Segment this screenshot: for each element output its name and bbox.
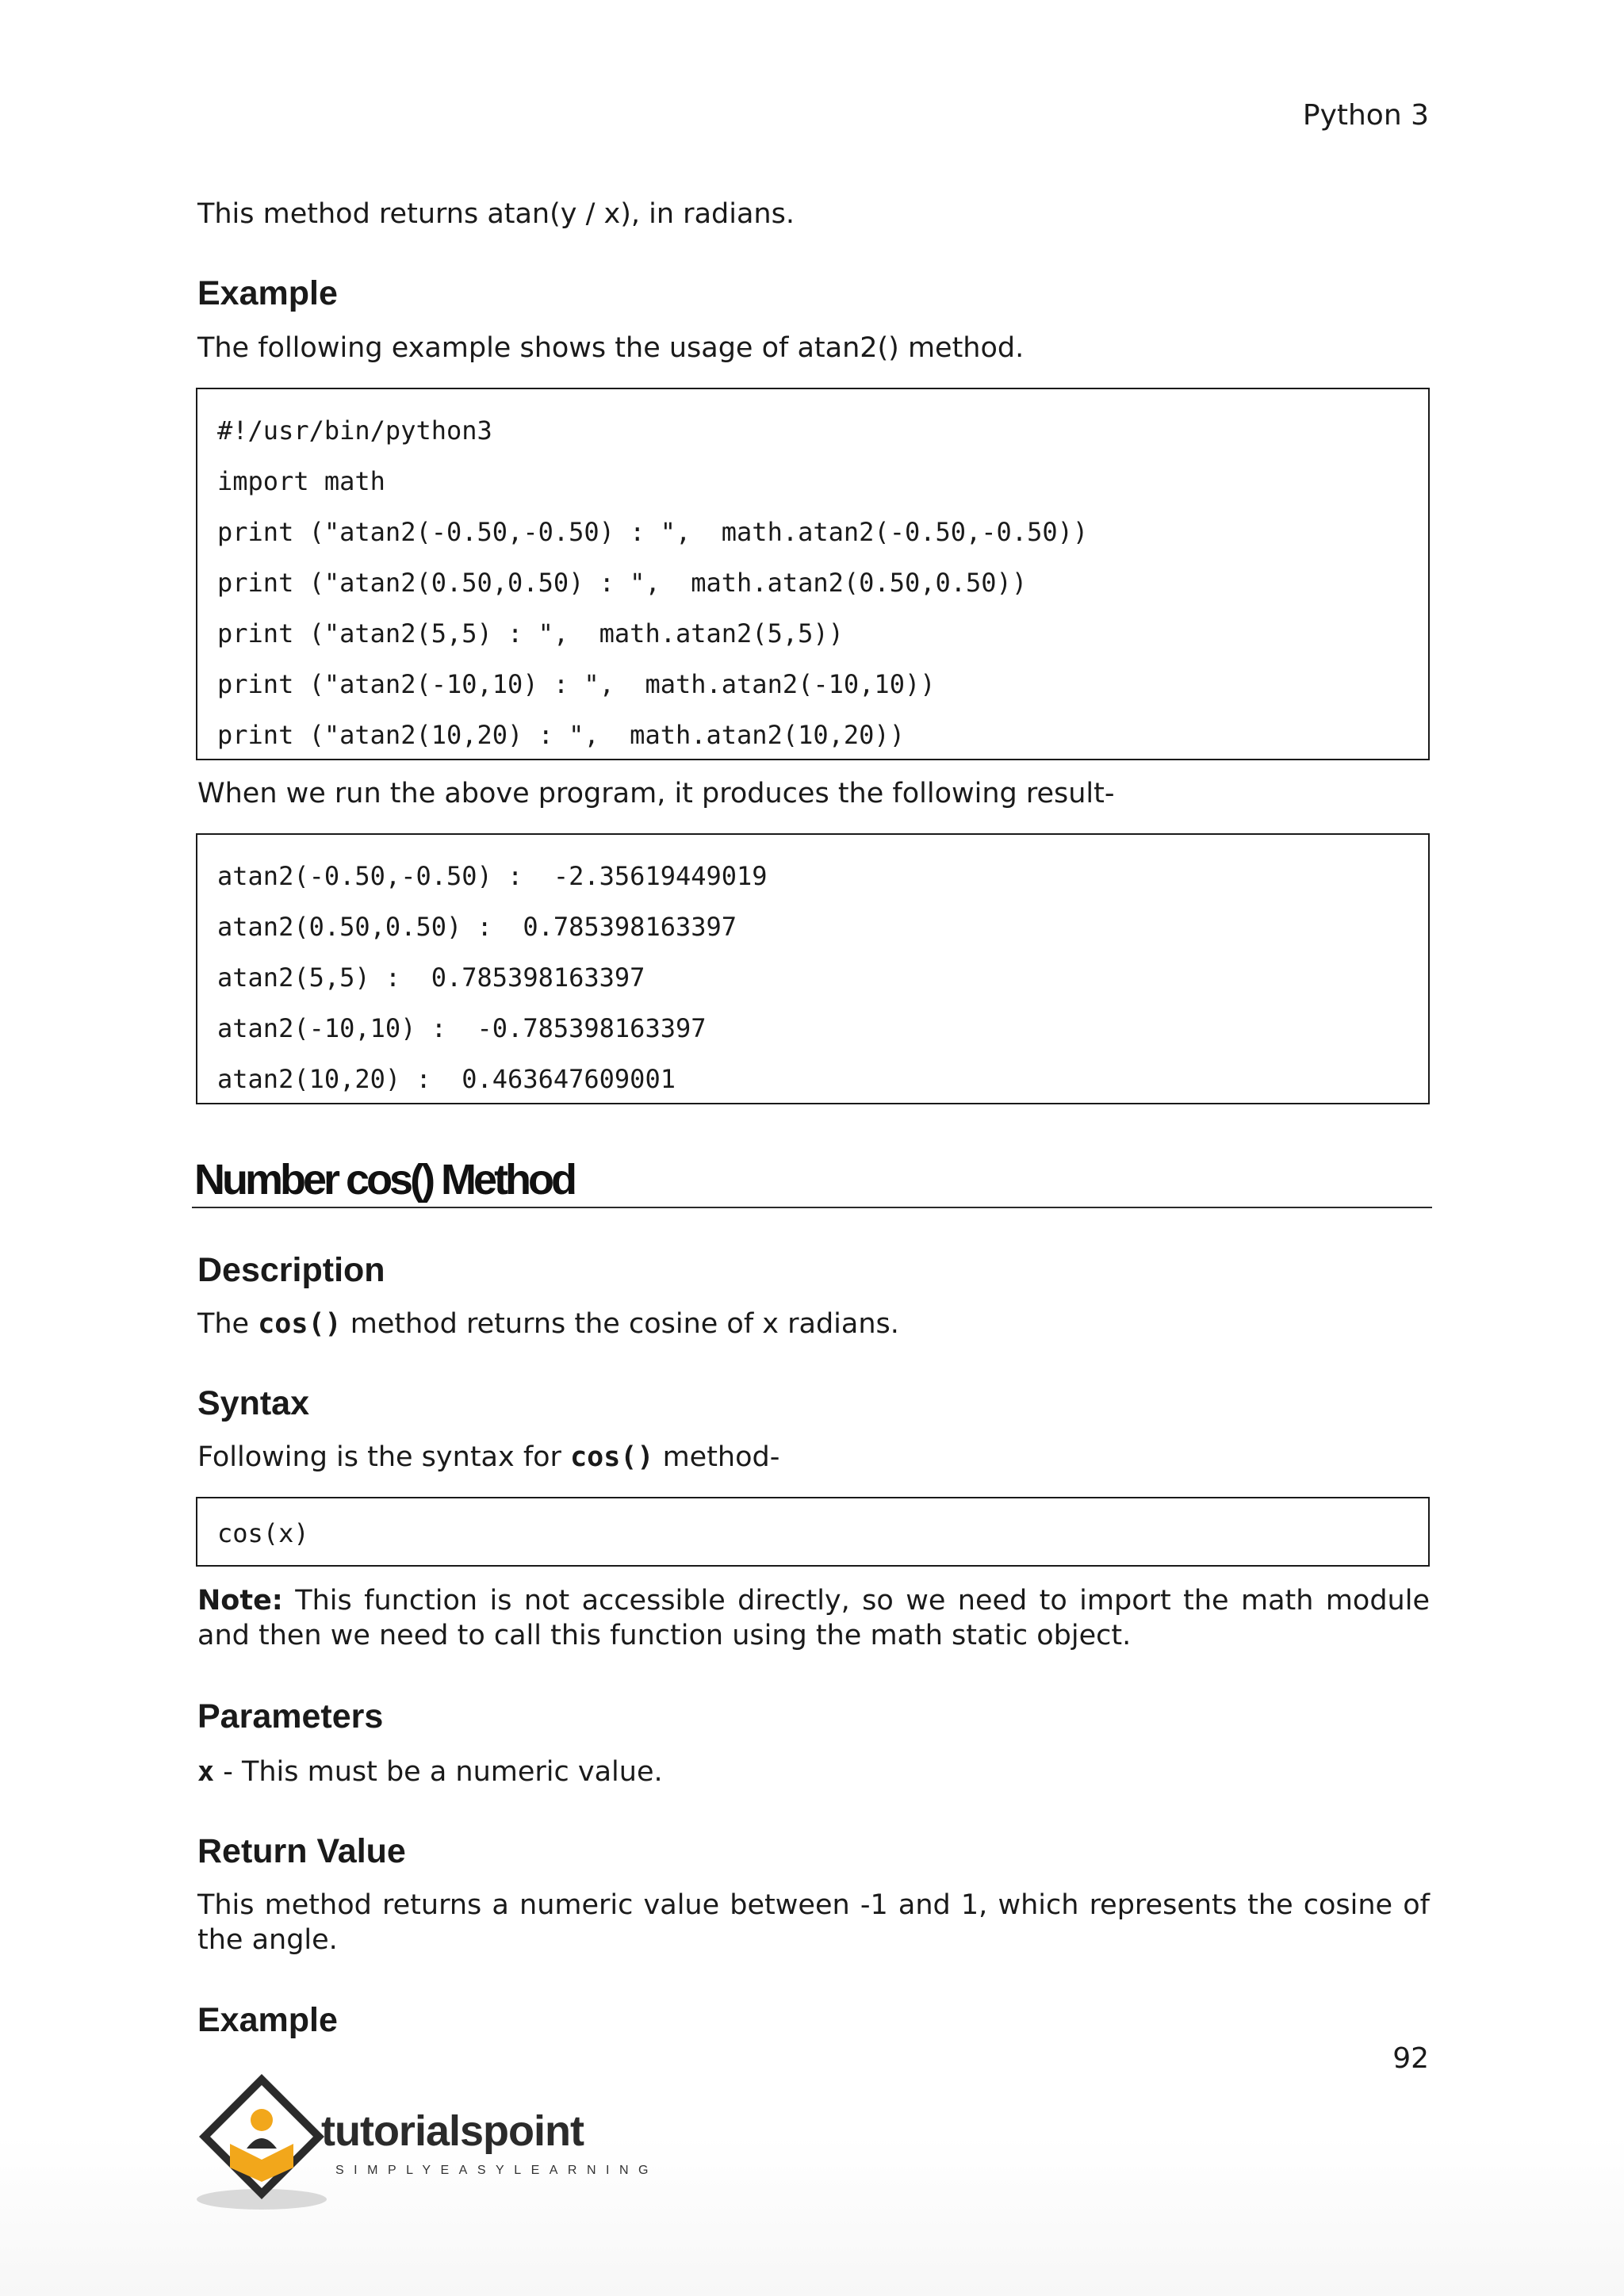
running-header: Python 3 xyxy=(1302,99,1429,132)
syntax-code-block xyxy=(196,1497,1430,1567)
code-line: print ("atan2(0.50,0.50) : ", math.atan2(0.50,0.50)) xyxy=(217,568,1028,598)
section-divider xyxy=(192,1207,1432,1208)
example-intro: The following example shows the usage of atan2() method. xyxy=(197,332,1025,364)
output-line: atan2(10,20) : 0.463647609001 xyxy=(217,1064,676,1094)
code-line: print ("atan2(-0.50,-0.50) : ", math.atan2(-0.50,-0.50)) xyxy=(217,517,1089,547)
reader-head-icon xyxy=(251,2109,273,2131)
return-value-heading: Return Value xyxy=(197,1832,406,1870)
output-line: atan2(5,5) : 0.785398163397 xyxy=(217,962,645,993)
example-heading: Example xyxy=(197,274,338,312)
atan2-return-text: This method returns atan(y / x), in radians. xyxy=(197,198,795,230)
parameters-heading: Parameters xyxy=(197,1697,384,1735)
note-label: Note: xyxy=(197,1585,283,1617)
code-block-atan2 xyxy=(196,388,1430,760)
page-number: 92 xyxy=(1392,2042,1429,2075)
code-line: print ("atan2(5,5) : ", math.atan2(5,5)) xyxy=(217,618,844,649)
code-line: import math xyxy=(217,466,385,496)
tutorialspoint-logo xyxy=(194,2071,670,2214)
description-text: The cos() method returns the cosine of x radians. xyxy=(197,1308,899,1340)
result-intro: When we run the above program, it produces the following result- xyxy=(197,778,1115,809)
syntax-intro: Following is the syntax for cos() method- xyxy=(197,1441,780,1473)
output-line: atan2(-0.50,-0.50) : -2.35619449019 xyxy=(217,861,768,891)
parameters-text: x - This must be a numeric value. xyxy=(197,1756,663,1788)
output-line: atan2(0.50,0.50) : 0.785398163397 xyxy=(217,912,737,942)
syntax-heading: Syntax xyxy=(197,1384,310,1422)
cos-keyword: cos() xyxy=(570,1441,654,1473)
code-line: #!/usr/bin/python3 xyxy=(217,415,492,446)
logo-wordmark: tutorialspoint xyxy=(321,2107,584,2155)
note-paragraph: Note: This function is not accessible directly, so we need to import the math module and then we need to call this function using the math static object. xyxy=(197,1585,1430,1651)
cos-keyword: cos() xyxy=(258,1308,342,1340)
logo-graphic xyxy=(194,2071,670,2214)
param-name: x xyxy=(197,1756,215,1788)
code-line: print ("atan2(10,20) : ", math.atan2(10,20)) xyxy=(217,720,905,750)
description-heading: Description xyxy=(197,1251,385,1289)
code-line: print ("atan2(-10,10) : ", math.atan2(-10,10)) xyxy=(217,669,936,699)
example-heading: Example xyxy=(197,2001,338,2039)
return-value-text: This method returns a numeric value between -1 and 1, which represents the cosine of the angle. xyxy=(197,1889,1430,1956)
output-block-atan2 xyxy=(196,833,1430,1104)
code-line: cos(x) xyxy=(217,1518,309,1548)
logo-tagline: SIMPLYEASYLEARNING xyxy=(335,2164,658,2177)
output-line: atan2(-10,10) : -0.785398163397 xyxy=(217,1013,707,1043)
section-title: Number cos() Method xyxy=(194,1156,575,1203)
